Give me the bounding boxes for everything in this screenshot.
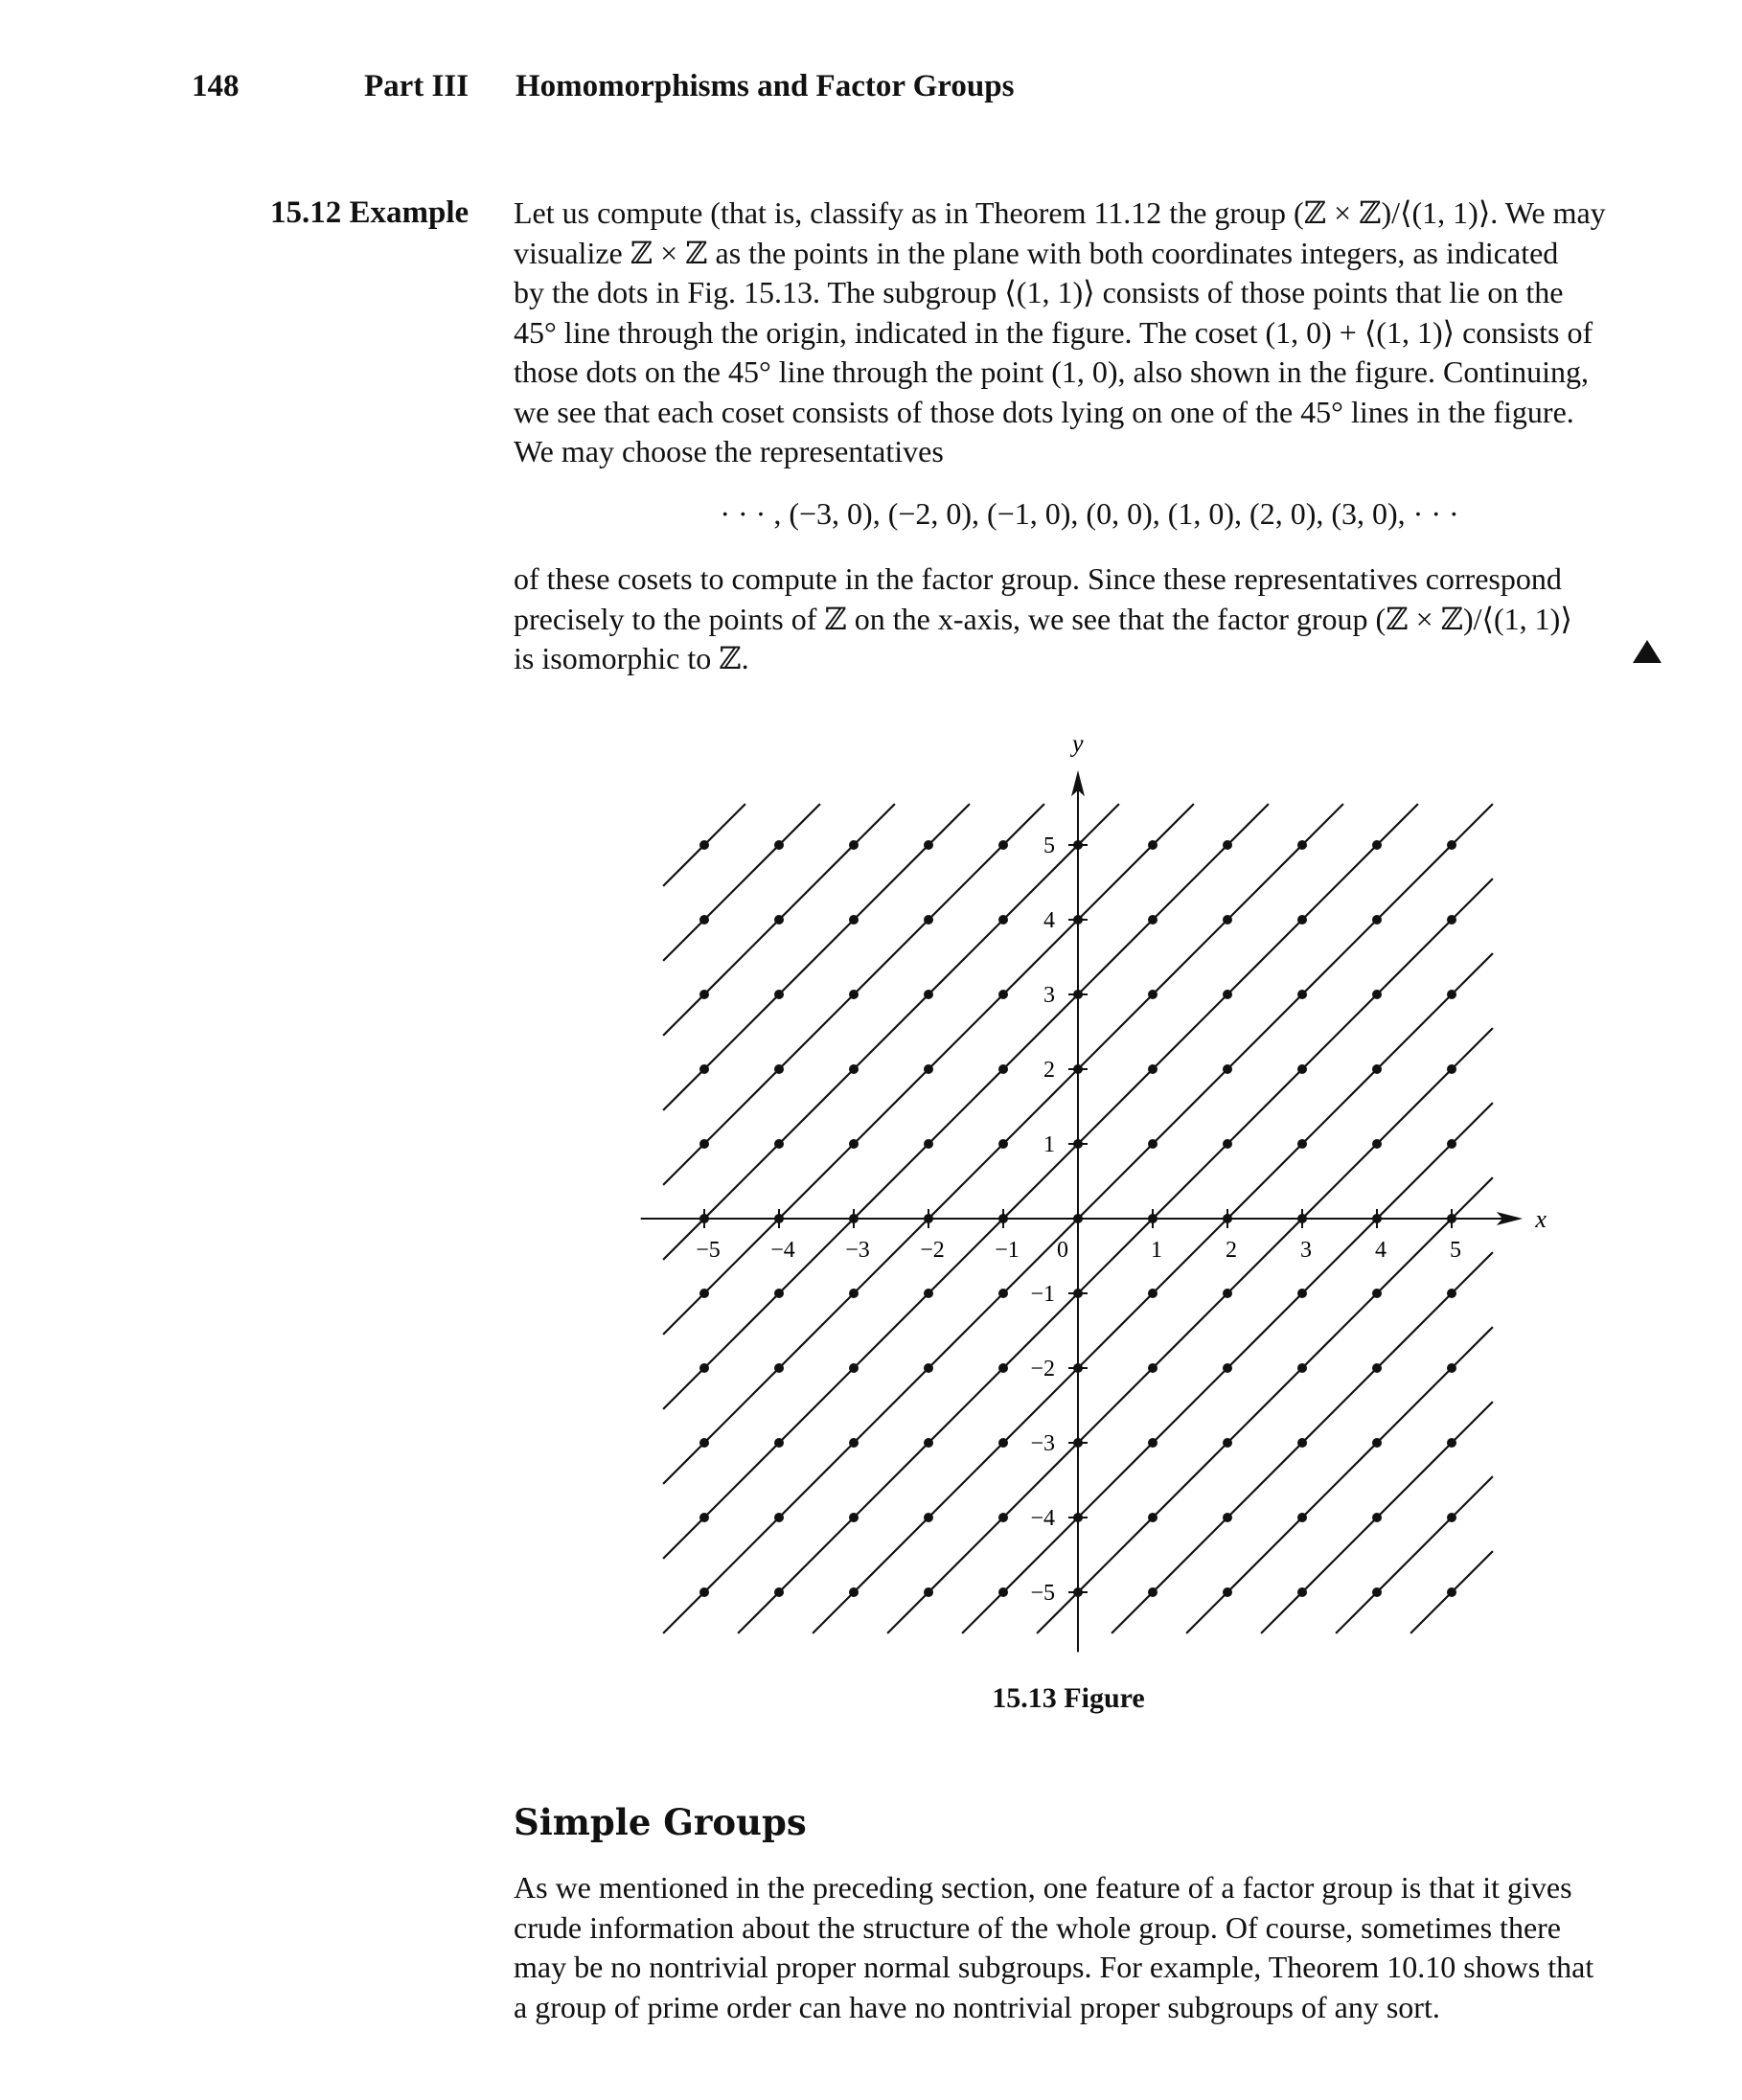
lattice-point xyxy=(699,840,709,850)
lattice-point xyxy=(924,840,933,850)
lattice-point xyxy=(1073,915,1083,924)
lattice-point xyxy=(924,1139,933,1149)
lattice-point xyxy=(998,1363,1008,1373)
lattice-point xyxy=(699,1587,709,1597)
y-tick-label: −1 xyxy=(1030,1282,1055,1307)
lattice-point xyxy=(1148,1139,1158,1149)
y-tick-label: −3 xyxy=(1030,1431,1055,1456)
lattice-point xyxy=(1297,1363,1307,1373)
lattice-point xyxy=(924,1587,933,1597)
lattice-point xyxy=(998,1587,1008,1597)
lattice-point xyxy=(1447,1587,1456,1597)
lattice-point xyxy=(1073,1214,1083,1223)
lattice-point xyxy=(998,840,1008,850)
lattice-point xyxy=(774,1438,784,1448)
lattice-point xyxy=(1372,990,1382,999)
text-line: precisely to the points of ℤ on the x-axis, we see that the factor group (ℤ × ℤ)/⟨(1, 1)⟩ xyxy=(514,601,1572,636)
lattice-point xyxy=(1223,1513,1232,1522)
y-tick-label: −5 xyxy=(1030,1581,1055,1606)
lattice-point xyxy=(1297,915,1307,924)
lattice-point xyxy=(1223,915,1232,924)
example-label: 15.12 Example xyxy=(270,195,470,230)
lattice-point xyxy=(1223,1438,1232,1448)
lattice-point xyxy=(1447,1363,1456,1373)
text-line: Let us compute (that is, classify as in Theorem 11.12 the group (ℤ × ℤ)/⟨(1, 1)⟩. We may xyxy=(514,195,1606,230)
lattice-point xyxy=(1223,990,1232,999)
lattice-point xyxy=(924,1064,933,1074)
x-tick-label: 3 xyxy=(1300,1238,1312,1263)
section-body xyxy=(514,1868,1665,2027)
lattice-point xyxy=(699,1214,709,1223)
lattice-point xyxy=(1297,1214,1307,1223)
lattice-point xyxy=(699,1363,709,1373)
lattice-figure xyxy=(632,729,1547,1667)
lattice-point xyxy=(924,915,933,924)
lattice-point xyxy=(1148,1064,1158,1074)
lattice-point xyxy=(1148,1363,1158,1373)
lattice-point xyxy=(849,915,859,924)
lattice-point xyxy=(1447,1214,1456,1223)
text-line: We may choose the representatives xyxy=(514,434,944,468)
figure-caption: 15.13 Figure xyxy=(992,1682,1145,1714)
lattice-point xyxy=(924,1289,933,1298)
lattice-point xyxy=(1447,1064,1456,1074)
lattice-point xyxy=(1223,840,1232,850)
x-tick-label: −4 xyxy=(770,1238,795,1263)
lattice-point xyxy=(774,1214,784,1223)
lattice-point xyxy=(998,1289,1008,1298)
lattice-point xyxy=(998,1139,1008,1149)
section-title: Simple Groups xyxy=(514,1801,807,1843)
lattice-point xyxy=(1073,1438,1083,1448)
lattice-point xyxy=(1223,1214,1232,1223)
lattice-point xyxy=(1073,1064,1083,1074)
y-tick-label: 1 xyxy=(1043,1132,1055,1157)
x-tick-label: −2 xyxy=(920,1238,945,1263)
example-conclusion xyxy=(514,559,1665,679)
x-tick-label: 5 xyxy=(1450,1238,1461,1263)
lattice-point xyxy=(849,1289,859,1298)
x-tick-label: −3 xyxy=(845,1238,870,1263)
lattice-point xyxy=(774,1587,784,1597)
lattice-point xyxy=(1447,1139,1456,1149)
x-axis-label: x xyxy=(1535,1205,1547,1233)
text-line: a group of prime order can have no nontrivial proper subgroups of any sort. xyxy=(514,1989,1440,2024)
x-tick-label: 0 xyxy=(1057,1238,1068,1263)
lattice-point xyxy=(699,1139,709,1149)
lattice-point xyxy=(774,1513,784,1522)
part-label: Part III xyxy=(364,69,470,103)
lattice-point xyxy=(1148,840,1158,850)
y-tick-label: 2 xyxy=(1043,1058,1055,1083)
lattice-point xyxy=(998,1438,1008,1448)
lattice-point xyxy=(699,1438,709,1448)
lattice-point xyxy=(1073,1139,1083,1149)
text-line: is isomorphic to ℤ. xyxy=(514,641,749,675)
lattice-point xyxy=(1297,990,1307,999)
lattice-point xyxy=(774,1064,784,1074)
lattice-point xyxy=(1073,1289,1083,1298)
lattice-point xyxy=(774,915,784,924)
lattice-point xyxy=(849,1139,859,1149)
text-line: of these cosets to compute in the factor group. Since these representatives correspond xyxy=(514,561,1562,596)
lattice-point xyxy=(1297,1139,1307,1149)
lattice-point xyxy=(1148,1587,1158,1597)
coset-line xyxy=(887,1028,1493,1633)
lattice-point xyxy=(1372,1513,1382,1522)
text-line: As we mentioned in the preceding section, one feature of a factor group is that it gives xyxy=(514,1870,1572,1905)
lattice-point xyxy=(924,1438,933,1448)
lattice-point xyxy=(849,840,859,850)
y-tick-label: 3 xyxy=(1043,983,1055,1008)
lattice-point xyxy=(1223,1064,1232,1074)
y-axis-label: y xyxy=(1072,729,1084,758)
lattice-point xyxy=(774,990,784,999)
lattice-point xyxy=(998,1513,1008,1522)
display-equation: · · · , (−3, 0), (−2, 0), (−1, 0), (0, 0), (1, 0), (2, 0), (3, 0), · · · xyxy=(720,496,1459,531)
x-tick-label: 4 xyxy=(1375,1238,1387,1263)
lattice-point xyxy=(849,1587,859,1597)
text-line: visualize ℤ × ℤ as the points in the plane with both coordinates integers, as indicated xyxy=(514,235,1559,270)
lattice-point xyxy=(699,1289,709,1298)
lattice-point xyxy=(1073,1363,1083,1373)
lattice-point xyxy=(1148,1214,1158,1223)
lattice-point xyxy=(1297,1513,1307,1522)
coset-line xyxy=(663,804,970,1110)
x-tick-label: −5 xyxy=(696,1238,721,1263)
lattice-point xyxy=(1447,840,1456,850)
lattice-point xyxy=(1372,840,1382,850)
x-tick-label: −1 xyxy=(995,1238,1020,1263)
lattice-point xyxy=(699,1513,709,1522)
lattice-point xyxy=(1297,1289,1307,1298)
lattice-point xyxy=(1073,990,1083,999)
lattice-point xyxy=(924,1363,933,1373)
text-line: those dots on the 45° line through the point (1, 0), also shown in the figure. Continuing, xyxy=(514,354,1590,389)
lattice-point xyxy=(849,1064,859,1074)
lattice-point xyxy=(849,990,859,999)
lattice-point xyxy=(774,1363,784,1373)
lattice-point xyxy=(1447,990,1456,999)
text-line: 45° line through the origin, indicated in the figure. The coset (1, 0) + ⟨(1, 1)⟩ consists of xyxy=(514,314,1593,350)
page-number: 148 xyxy=(192,69,240,103)
lattice-point xyxy=(924,990,933,999)
lattice-point xyxy=(1073,1513,1083,1522)
coset-line xyxy=(663,804,820,961)
lattice-point xyxy=(1372,1587,1382,1597)
chapter-title: Homomorphisms and Factor Groups xyxy=(516,69,1015,103)
lattice-point xyxy=(998,915,1008,924)
coset-line xyxy=(663,804,1269,1409)
coset-line xyxy=(1037,1177,1493,1633)
lattice-point xyxy=(1447,1289,1456,1298)
lattice-point xyxy=(774,1289,784,1298)
lattice-point xyxy=(1148,1513,1158,1522)
lattice-point xyxy=(1447,1513,1456,1522)
x-tick-label: 1 xyxy=(1151,1238,1162,1263)
text-line: we see that each coset consists of those dots lying on one of the 45° lines in the figure. xyxy=(514,394,1574,429)
lattice-point xyxy=(1073,840,1083,850)
lattice-point xyxy=(1297,1064,1307,1074)
y-tick-label: −2 xyxy=(1030,1357,1055,1381)
lattice-chart xyxy=(632,729,1547,1667)
lattice-point xyxy=(924,1214,933,1223)
lattice-point xyxy=(998,1214,1008,1223)
lattice-point xyxy=(1297,1438,1307,1448)
lattice-point xyxy=(1297,1587,1307,1597)
lattice-point xyxy=(1372,915,1382,924)
lattice-point xyxy=(1297,840,1307,850)
y-tick-label: 4 xyxy=(1043,908,1055,933)
lattice-point xyxy=(1372,1139,1382,1149)
lattice-point xyxy=(774,1139,784,1149)
lattice-point xyxy=(774,840,784,850)
lattice-point xyxy=(1148,1438,1158,1448)
lattice-point xyxy=(1073,1587,1083,1597)
coset-line xyxy=(663,804,1119,1260)
lattice-point xyxy=(1148,1289,1158,1298)
lattice-point xyxy=(1148,990,1158,999)
y-tick-label: −4 xyxy=(1030,1506,1055,1531)
lattice-point xyxy=(1372,1214,1382,1223)
lattice-point xyxy=(849,1214,859,1223)
lattice-point xyxy=(1372,1064,1382,1074)
lattice-point xyxy=(998,1064,1008,1074)
lattice-point xyxy=(1223,1363,1232,1373)
lattice-point xyxy=(1372,1289,1382,1298)
example-body xyxy=(514,194,1665,472)
lattice-point xyxy=(1223,1289,1232,1298)
running-head xyxy=(192,69,1015,104)
text-line: crude information about the structure of the whole group. Of course, sometimes there xyxy=(514,1909,1561,1945)
lattice-point xyxy=(849,1363,859,1373)
end-of-example-icon xyxy=(1633,640,1662,663)
lattice-point xyxy=(1223,1139,1232,1149)
lattice-point xyxy=(1223,1587,1232,1597)
y-tick-label: 5 xyxy=(1043,833,1055,858)
lattice-point xyxy=(699,990,709,999)
lattice-point xyxy=(699,1064,709,1074)
lattice-point xyxy=(924,1513,933,1522)
coset-line xyxy=(1186,1327,1493,1633)
coset-line xyxy=(1336,1476,1493,1633)
lattice-point xyxy=(1447,1438,1456,1448)
lattice-point xyxy=(1447,915,1456,924)
text-line: by the dots in Fig. 15.13. The subgroup ⟨(1, 1)⟩ consists of those points that lie on the xyxy=(514,275,1564,309)
lattice-point xyxy=(1372,1438,1382,1448)
text-line: may be no nontrivial proper normal subgroups. For example, Theorem 10.10 shows that xyxy=(514,1950,1594,1984)
lattice-point xyxy=(1372,1363,1382,1373)
lattice-point xyxy=(849,1438,859,1448)
lattice-point xyxy=(998,990,1008,999)
lattice-point xyxy=(699,915,709,924)
lattice-point xyxy=(849,1513,859,1522)
lattice-point xyxy=(1148,915,1158,924)
x-tick-label: 2 xyxy=(1226,1238,1237,1263)
